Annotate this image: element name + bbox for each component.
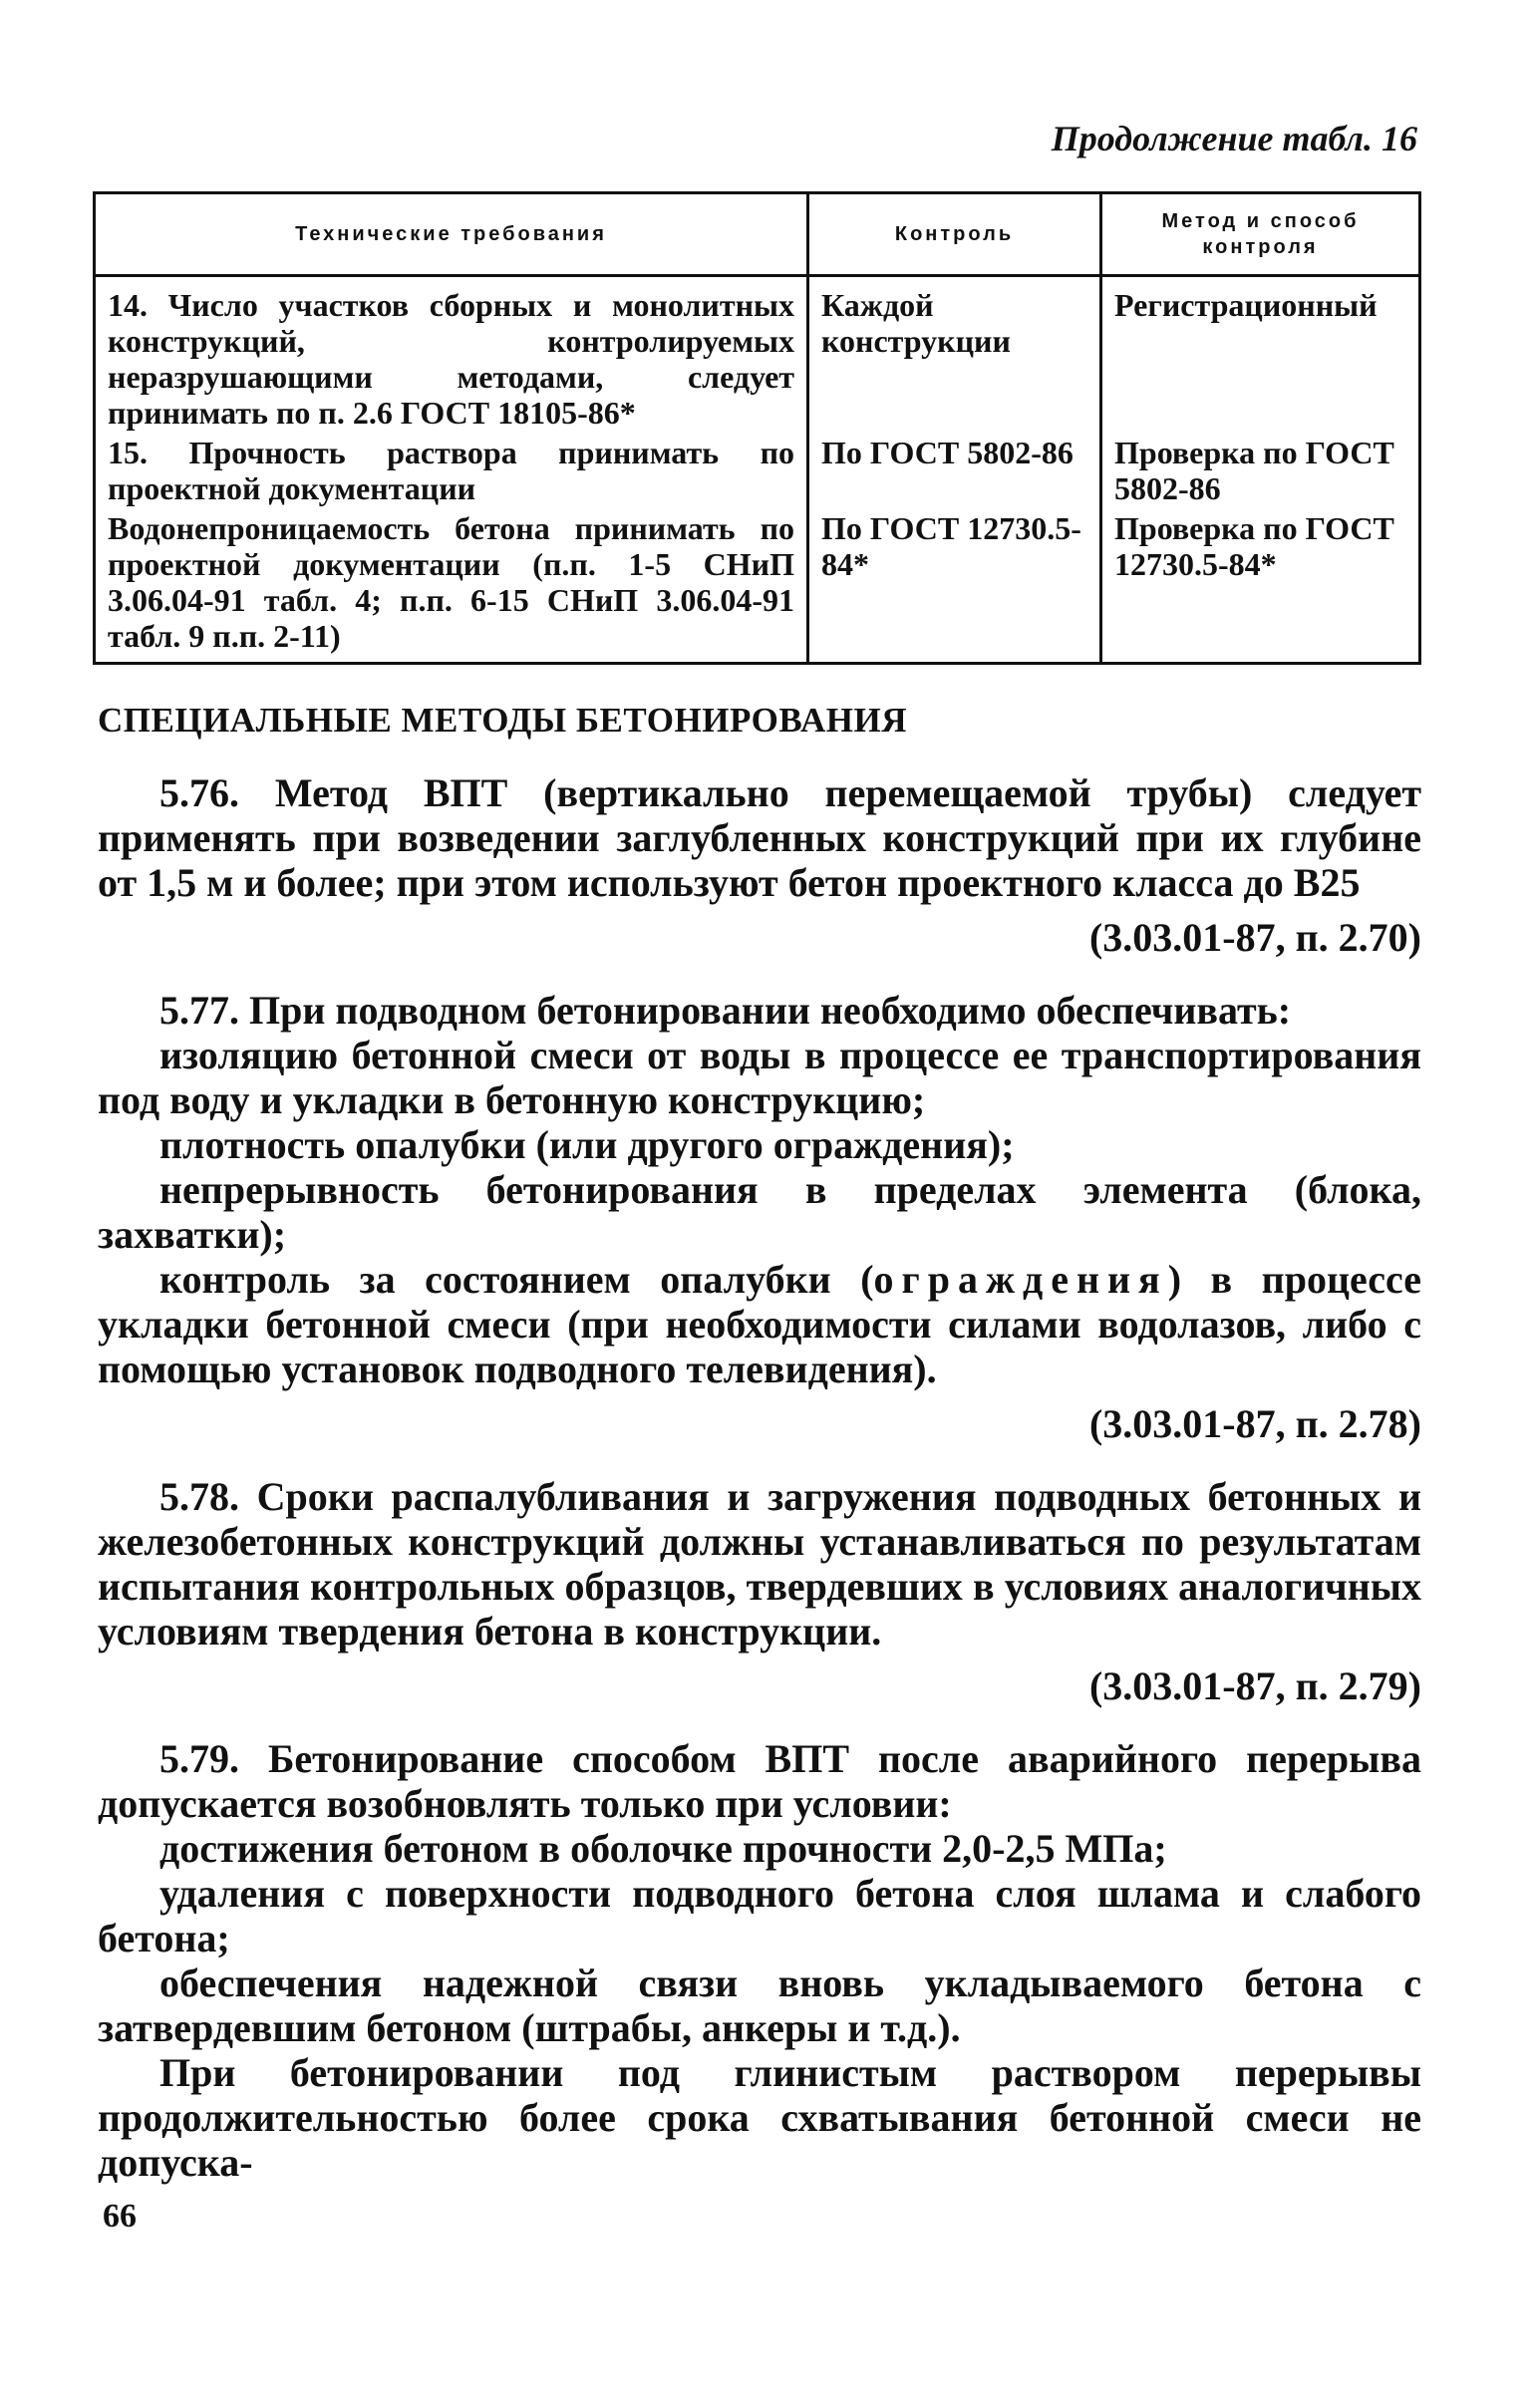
paragraph-5-77-item: плотность опалубки (или другого ограждения);: [159, 1122, 1015, 1167]
reference-5-76: (3.03.01-87, п. 2.70): [1088, 915, 1421, 960]
section-heading: СПЕЦИАЛЬНЫЕ МЕТОДЫ БЕТОНИРОВАНИЯ: [98, 701, 907, 740]
cell-requirement: 15. Прочность раствора принимать по проектной документации: [95, 433, 808, 508]
requirements-table: [93, 191, 1421, 665]
paragraph-5-78: 5.78. Сроки распалубливания и загружения подводных бетонных и железобетонных конструкций должны устанавливаться по результатам испытания контрольных образцов, твердевших в условиях аналогичных условиям твердения бетона в конструкции.: [98, 1474, 1421, 1654]
header-requirements: Технические требования: [95, 193, 808, 276]
reference-5-78: (3.03.01-87, п. 2.79): [1088, 1663, 1421, 1708]
spaced-emphasis: ограждения: [873, 1257, 1168, 1302]
paragraph-5-77-item: непрерывность бетонирования в пределах элемента (блока, захватки);: [98, 1167, 1421, 1257]
header-method: Метод и способ контроля: [1101, 193, 1420, 276]
paragraph-5-76: 5.76. Метод ВПТ (вертикально перемещаемой трубы) следует применять при возведении заглубленных конструкций при их глубине от 1,5 м и более; при этом используют бетон проектного класса до В25: [98, 770, 1421, 905]
cell-control: По ГОСТ 12730.5-84*: [808, 508, 1101, 664]
paragraph-5-77-intro: 5.77. При подводном бетонировании необходимо обеспечивать:: [159, 988, 1292, 1033]
page-number: 66: [103, 2198, 137, 2235]
paragraph-5-77-item: изоляцию бетонной смеси от воды в процессе ее транспортирования под воду и укладки в бетонную конструкцию;: [98, 1033, 1421, 1122]
paragraph-5-79-continuation: При бетонировании под глинистым раствором перерывы продолжительностью более срока схватывания бетонной смеси не допуска-: [98, 2050, 1421, 2185]
paragraph-5-79-item: обеспечения надежной связи вновь укладываемого бетона с затвердевшим бетоном (штрабы, анкеры и т.д.).: [98, 1960, 1421, 2050]
cell-requirement: Водонепроницаемость бетона принимать по проектной документации (п.п. 1-5 СНиП 3.06.04-91 табл. 4; п.п. 6-15 СНиП 3.06.04-91 табл. 9 п.п. 2-11): [95, 508, 808, 664]
cell-method: Проверка по ГОСТ 12730.5-84*: [1101, 508, 1420, 664]
cell-method: Проверка по ГОСТ 5802-86: [1101, 433, 1420, 508]
paragraph-5-79-intro: 5.79. Бетонирование способом ВПТ после аварийного перерыва допускается возобновлять только при условии:: [98, 1736, 1421, 1826]
header-control: Контроль: [808, 193, 1101, 276]
main-text: [98, 698, 1421, 2185]
table-row: [95, 276, 1420, 434]
paragraph-5-79-item: достижения бетоном в оболочке прочности 2,0-2,5 МПа;: [159, 1826, 1167, 1871]
table-row: [95, 508, 1420, 664]
paragraph-5-79-item: удаления с поверхности подводного бетона слоя шлама и слабого бетона;: [98, 1871, 1421, 1960]
table-row: [95, 433, 1420, 508]
cell-control: Каждой конструкции: [808, 276, 1101, 434]
cell-requirement: 14. Число участков сборных и монолитных конструкций, контролируемых неразрушающими методами, следует принимать по п. 2.6 ГОСТ 18105-86*: [95, 276, 808, 434]
table-header-row: [95, 193, 1420, 276]
paragraph-5-77-item: [98, 1257, 1421, 1391]
reference-5-77: (3.03.01-87, п. 2.78): [1088, 1401, 1421, 1446]
cell-control: По ГОСТ 5802-86: [808, 433, 1101, 508]
text-fragment: контроль за состоянием опалубки (: [159, 1257, 874, 1302]
text-fragment: ) в процессе укладки бетонной смеси (при необходимости силами водолазов, либо с помощью установок подводного телевидения).: [98, 1257, 1421, 1391]
cell-method: Регистрационный: [1101, 276, 1420, 434]
table-caption: Продолжение табл. 16: [1051, 119, 1417, 158]
